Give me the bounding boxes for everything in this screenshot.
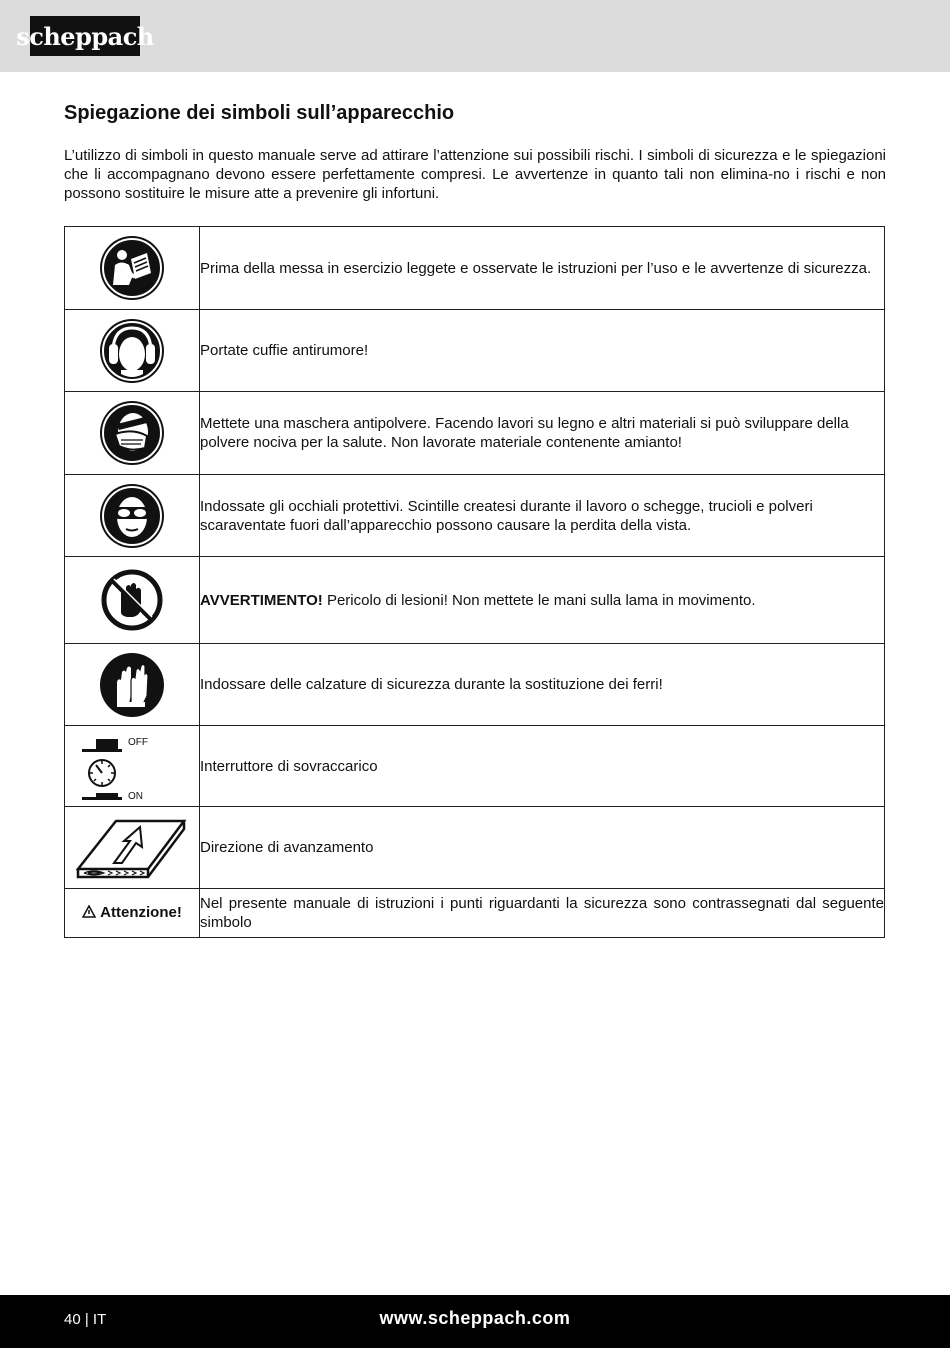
- warning-triangle-icon: [82, 905, 96, 918]
- symbol-cell: [65, 475, 200, 557]
- description-cell: Prima della messa in esercizio leggete e osservate le istruzioni per l’uso e le avvertenze di sicurezza.: [200, 227, 885, 310]
- symbol-cell: [65, 392, 200, 475]
- dust-mask-icon: [99, 400, 165, 466]
- description-cell: Mettete una maschera antipolvere. Facendo lavori su legno e altri materiali si può sviluppare della polvere nociva per la salute. Non lavorate materiale contenente amianto!: [200, 392, 885, 475]
- safety-goggles-icon: [99, 483, 165, 549]
- table-row: [65, 726, 885, 807]
- read-manual-icon: [99, 235, 165, 301]
- description-cell: Nel presente manuale di istruzioni i punti riguardanti la sicurezza sono contrassegnati dal seguente simbolo: [200, 889, 885, 938]
- table-row: [65, 644, 885, 726]
- intro-paragraph: L’utilizzo di simboli in questo manuale serve ad attirare l’attenzione sui possibili rischi. I simboli di sicurezza e le spiegazioni che li accompagnano devono essere perfettamente compresi. Le avvertenze in quanto tali non elimina-no i rischi e non possono sostituire le misure atte a prevenire gli infortuni.: [64, 147, 886, 202]
- symbol-cell: [65, 557, 200, 644]
- header-band: [0, 0, 950, 72]
- symbols-table: [64, 226, 885, 938]
- table-row: [65, 475, 885, 557]
- table-row: [65, 310, 885, 392]
- description-cell: Portate cuffie antirumore!: [200, 310, 885, 392]
- table-row: [65, 807, 885, 889]
- description-cell: [200, 557, 885, 644]
- description-cell: Indossare delle calzature di sicurezza durante la sostituzione dei ferri!: [200, 644, 885, 726]
- table-row: [65, 392, 885, 475]
- symbol-cell: [65, 227, 200, 310]
- description-cell: Indossate gli occhiali protettivi. Scintille createsi durante il lavoro o schegge, trucioli e polveri scaraventate fuori dall’apparecchio possono causare la perdita della vista.: [200, 475, 885, 557]
- attention-label: [82, 904, 182, 921]
- symbol-cell: [65, 644, 200, 726]
- website-link[interactable]: www.scheppach.com: [379, 1308, 571, 1328]
- description-cell: Interruttore di sovraccarico: [200, 726, 885, 807]
- ear-protection-icon: [99, 318, 165, 384]
- warning-text: Pericolo di lesioni! Non mettete le mani sulla lama in movimento.: [322, 591, 756, 609]
- symbol-cell: [65, 310, 200, 392]
- feed-direction-icon: [76, 813, 188, 883]
- on-label: ON: [128, 791, 143, 802]
- table-row: [65, 889, 885, 938]
- gloves-icon: [99, 652, 165, 718]
- table-row: [65, 557, 885, 644]
- description-cell: Direzione di avanzamento: [200, 807, 885, 889]
- symbol-cell: [65, 889, 200, 938]
- off-label: OFF: [128, 737, 148, 748]
- symbol-cell: [65, 726, 200, 807]
- overload-switch-icon: [82, 731, 182, 801]
- attention-text: Attenzione!: [100, 904, 182, 921]
- no-hands-icon: [101, 569, 163, 631]
- page-title: Spiegazione dei simboli sull’apparecchio: [64, 102, 455, 124]
- footer-band: [0, 1295, 950, 1348]
- symbol-cell: [65, 807, 200, 889]
- page-number: 40 | IT: [64, 1311, 107, 1328]
- table-row: [65, 227, 885, 310]
- scheppach-logo: scheppach: [30, 16, 140, 56]
- warning-label: AVVERTIMENTO!: [200, 591, 323, 609]
